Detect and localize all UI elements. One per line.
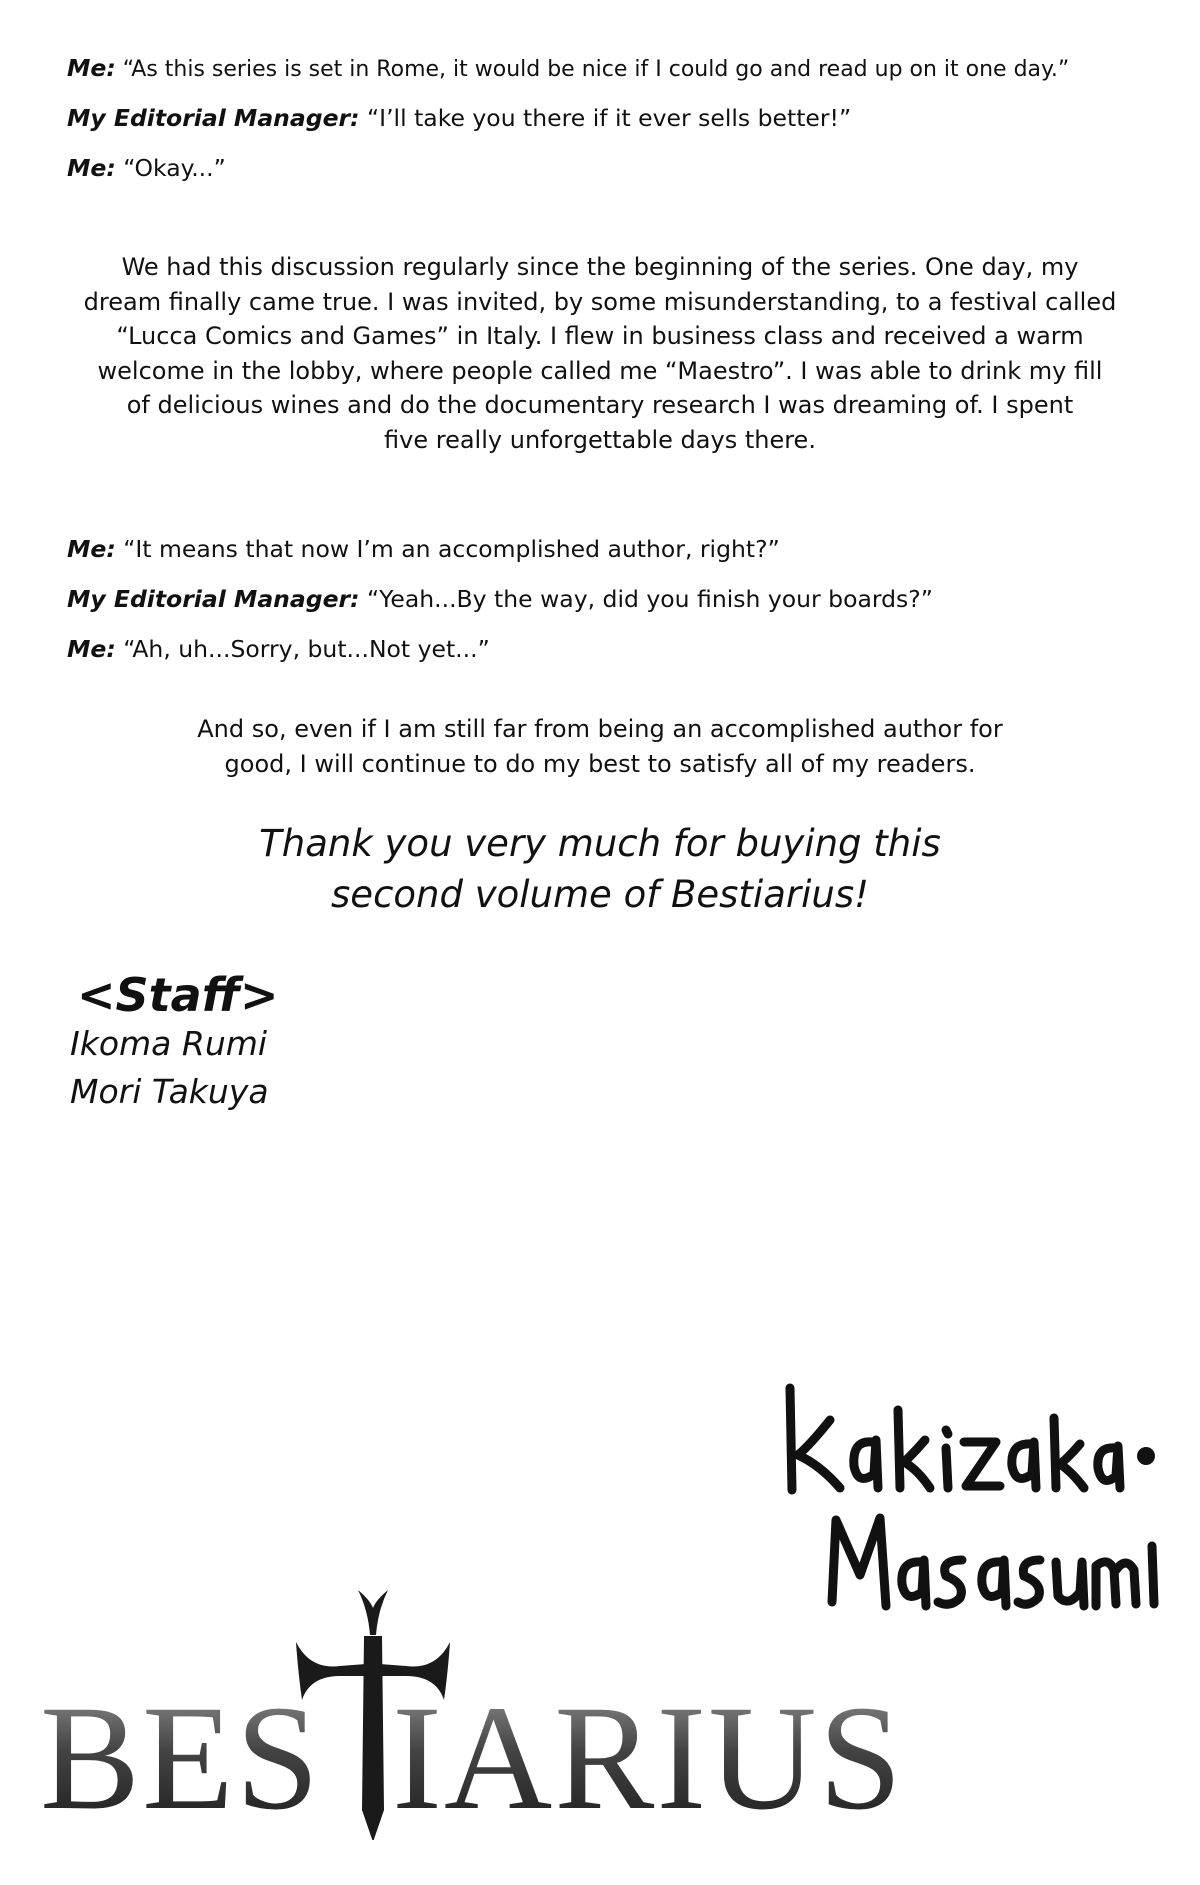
dialog-line <box>67 103 851 133</box>
staff-member: Ikoma Rumi <box>70 1024 268 1063</box>
dialog-text: “As this series is set in Rome, it would be nice if I could go and read up on it one day.” <box>115 57 1070 82</box>
paragraph-line: five really unforgettable days there. <box>384 425 816 454</box>
dialog-line <box>67 584 933 614</box>
svg-text:BES: BES <box>40 1675 322 1840</box>
dialog-text: “Okay...” <box>115 154 226 182</box>
svg-text:IARIUS: IARIUS <box>392 1675 905 1840</box>
dialog-line <box>67 153 226 183</box>
paragraph-line: “Lucca Comics and Games” in Italy. I flew in business class and received a warm <box>116 322 1084 350</box>
paragraph-line: dream finally came true. I was invited, by some misunderstanding, to a festival called <box>83 287 1117 316</box>
paragraph-line: welcome in the lobby, where people called me “Maestro”. I was able to drink my fill <box>97 356 1103 385</box>
speaker-label: Me: <box>67 535 116 563</box>
thank-you-line: Thank you very much for buying this <box>259 822 941 865</box>
staff-member: Mori Takuya <box>70 1072 269 1111</box>
dialog-line <box>67 634 490 664</box>
dialog-line <box>67 534 780 564</box>
speaker-label: Me: <box>67 635 116 663</box>
speaker-label: Me: <box>67 154 116 182</box>
story-paragraph <box>80 250 1120 457</box>
dialog-text: “It means that now I’m an accomplished author, right?” <box>115 535 780 563</box>
paragraph-line: good, I will continue to do my best to satisfy all of my readers. <box>224 749 976 778</box>
staff-heading: <Staff> <box>77 968 279 1022</box>
thank-you-line: second volume of Bestiarius! <box>331 873 869 916</box>
paragraph-line: And so, even if I am still far from being an accomplished author for <box>197 715 1003 743</box>
dialog-line <box>67 53 1069 85</box>
paragraph-line: We had this discussion regularly since the beginning of the series. One day, my <box>121 253 1079 281</box>
dialog-text: “Yeah...By the way, did you finish your boards?” <box>359 585 933 613</box>
speaker-label: My Editorial Manager: <box>67 585 360 613</box>
closing-paragraph <box>150 712 1050 781</box>
dialog-text: “I’ll take you there if it ever sells better!” <box>359 104 852 132</box>
speaker-label: My Editorial Manager: <box>67 104 360 132</box>
dialog-text: “Ah, uh...Sorry, but...Not yet...” <box>115 635 490 663</box>
thank-you-message <box>200 818 1000 920</box>
speaker-label: Me: <box>67 54 116 82</box>
bestiarius-logo <box>40 1580 920 1840</box>
paragraph-line: of delicious wines and do the documentary research I was dreaming of. I spent <box>126 391 1074 419</box>
